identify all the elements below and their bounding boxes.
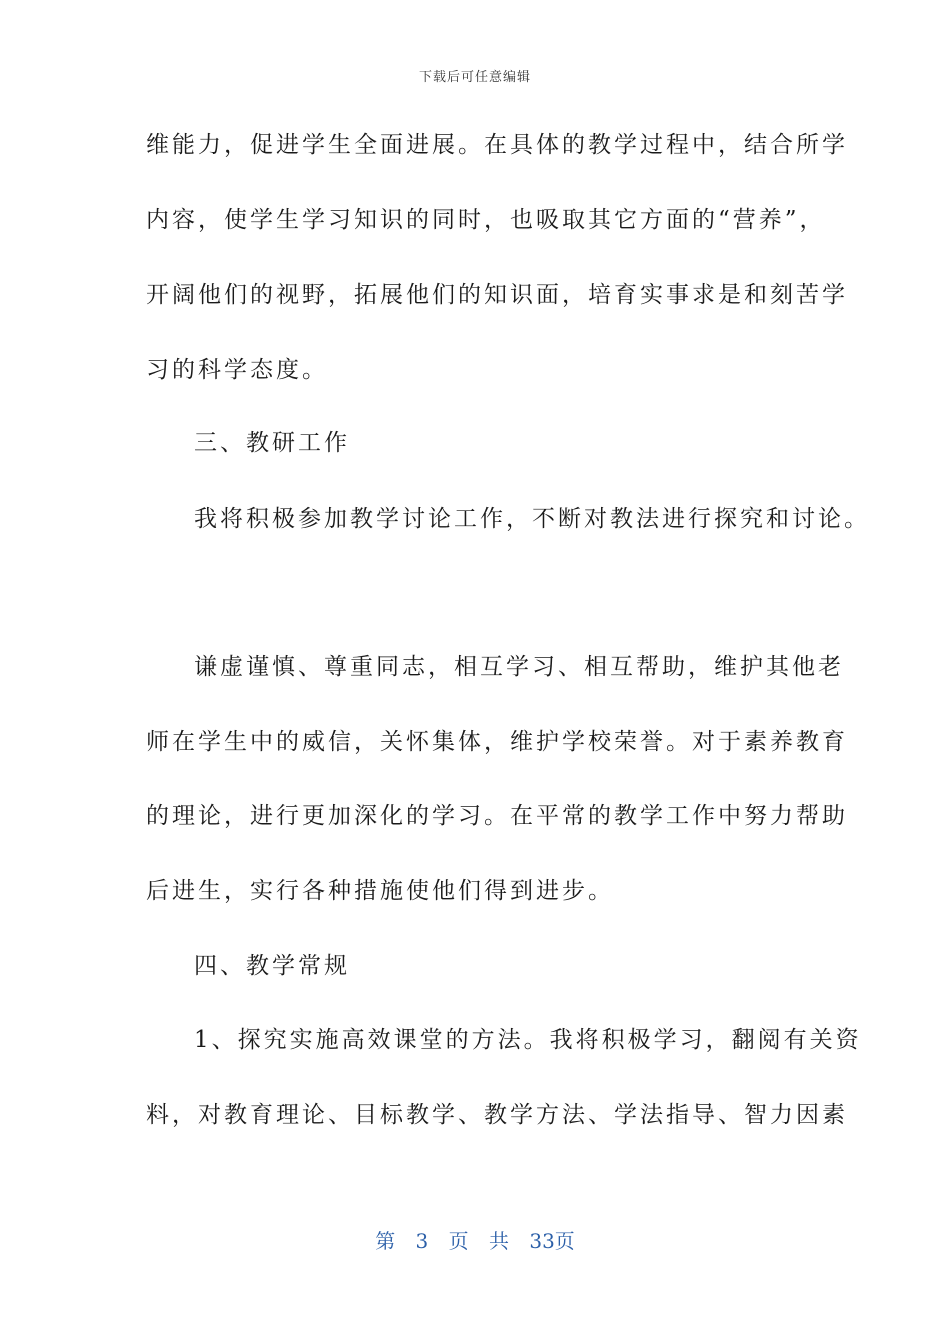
body-line-13: 料，对教育理论、目标教学、教学方法、学法指导、智力因素 (146, 1102, 848, 1128)
body-line-9: 的理论，进行更加深化的学习。在平常的教学工作中努力帮助 (146, 803, 848, 829)
page-footer (0, 1225, 950, 1254)
footer-label-di: 第 (375, 1229, 396, 1253)
body-line-6: 我将积极参加教学讨论工作，不断对教法进行探究和讨论。 (194, 506, 870, 532)
footer-label-ye: 页 (448, 1229, 469, 1253)
body-line-8: 师在学生中的威信，关怀集体，维护学校荣誉。对于素养教育 (146, 729, 848, 755)
body-line-7: 谦虚谨慎、尊重同志，相互学习、相互帮助，维护其他老 (194, 654, 844, 680)
body-line-3: 开阔他们的视野，拓展他们的知识面，培育实事求是和刻苦学 (146, 282, 848, 308)
body-line-12: 1、探究实施高效课堂的方法。我将积极学习，翻阅有关资 (194, 1027, 862, 1053)
body-line-10: 后进生，实行各种措施使他们得到进步。 (146, 878, 614, 904)
section-heading-4: 四、教学常规 (194, 953, 350, 979)
footer-label-gong: 共 (489, 1229, 509, 1253)
header-note: 下载后可任意编辑 (418, 70, 531, 85)
body-line-1: 维能力，促进学生全面进展。在具体的教学过程中，结合所学 (146, 132, 848, 158)
body-line-4: 习的科学态度。 (146, 357, 328, 383)
section-heading-3: 三、教研工作 (194, 430, 350, 456)
footer-total-pages: 33页 (529, 1229, 575, 1253)
footer-page-number: 3 (415, 1229, 429, 1253)
body-line-2: 内容，使学生学习知识的同时，也吸取其它方面的“营养”， (146, 207, 826, 233)
